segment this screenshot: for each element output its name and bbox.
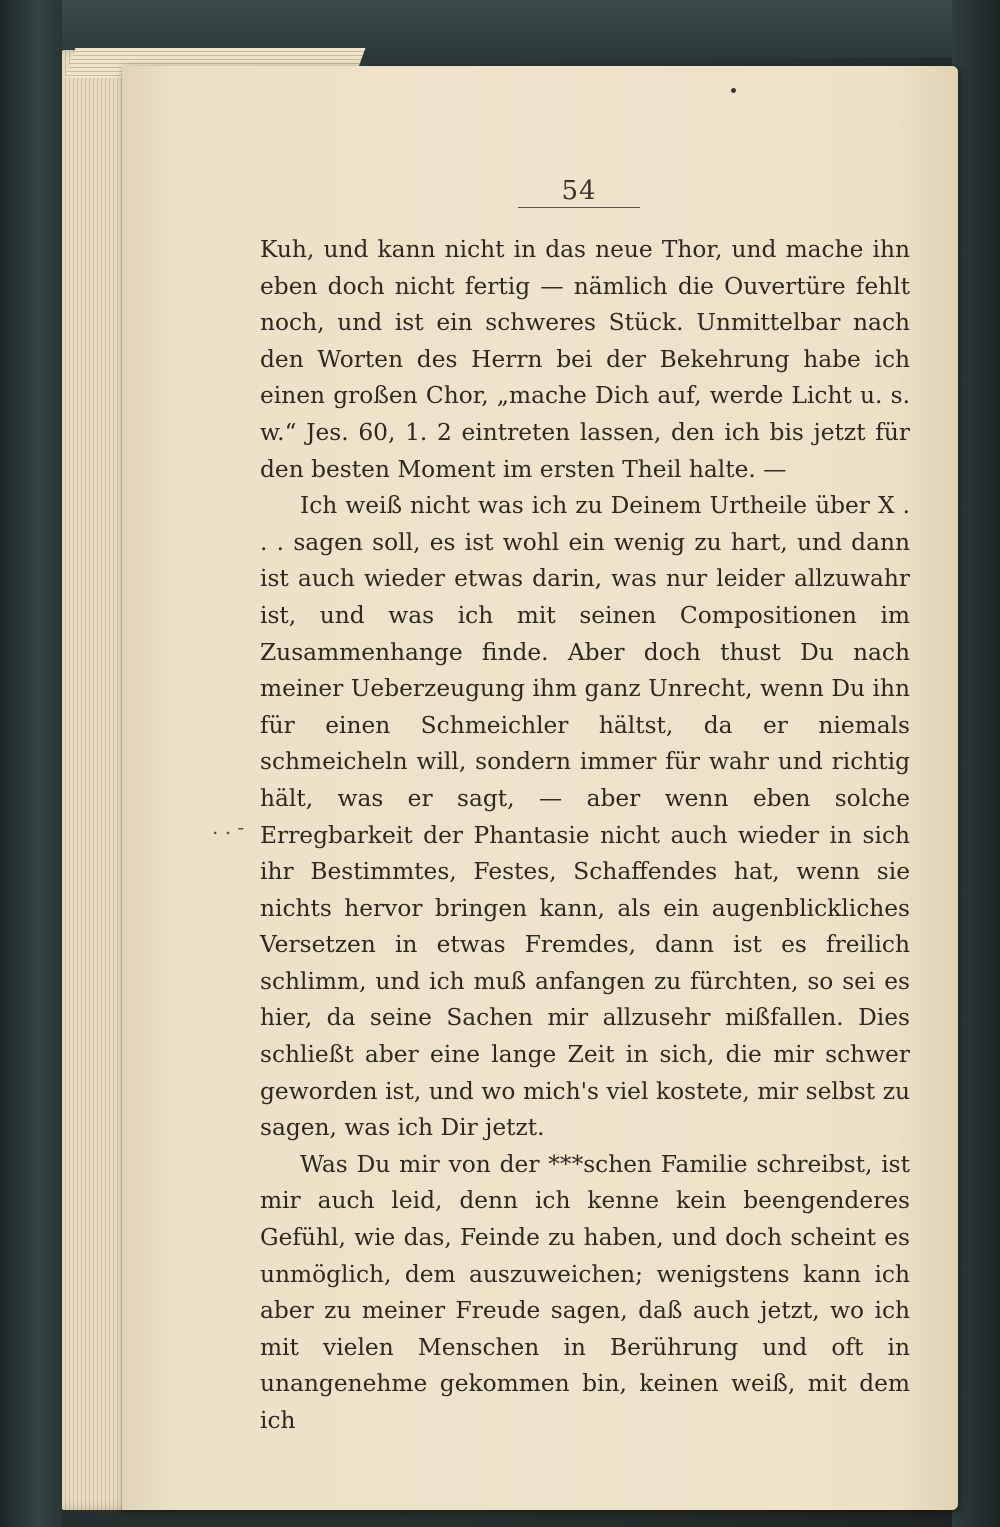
ink-speck — [731, 88, 736, 93]
body-text — [260, 232, 910, 1440]
book-cover-left-edge — [0, 0, 62, 1527]
paragraph-3: Was Du mir von der ***schen Familie schreibst, ist mir auch leid, denn ich kenne kein beengenderes Gefühl, wie das, Feinde zu haben, und doch scheint es unmöglich, dem auszuweichen; wenigstens kann ich aber zu meiner Freude sagen, daß auch jetzt, wo ich mit vielen Menschen in Berührung und oft in unangenehme gekommen bin, keinen weiß, mit dem ich — [260, 1150, 910, 1434]
margin-mark: . . - — [212, 815, 245, 839]
paragraph-1: Kuh, und kann nicht in das neue Thor, und mache ihn eben doch nicht fertig — nämlich die Ouvertüre fehlt noch, und ist ein schweres Stück. Unmittelbar nach den Worten des Herrn bei der Bekehrung habe ich einen großen Chor, „mache Dich auf, werde Licht u. s. w.“ Jes. 60, 1. 2 eintreten lassen, den ich bis jetzt für den besten Moment im ersten Theil halte. — — [260, 236, 910, 483]
page-number-rule — [518, 207, 640, 208]
paragraph-2: Ich weiß nicht was ich zu Deinem Urtheile über X . . . sagen soll, es ist wohl ein wenig zu hart, und dann ist auch wieder etwas darin, was nur leider allzuwahr ist, und was ich mit seinen Compositionen im Zusammenhange finde. Aber doch thust Du nach meiner Ueberzeugung ihm ganz Unrecht, wenn Du ihn für einen Schmeichler hältst, da er niemals schmeicheln will, sondern immer für wahr und richtig hält, was er sagt, — aber wenn eben solche Erregbarkeit der Phantasie nicht auch wieder in sich ihr Bestimmtes, Festes, Schaffendes hat, wenn sie nichts hervor bringen kann, als ein augenblickliches Versetzen in etwas Fremdes, dann ist es freilich schlimm, und ich muß anfangen zu fürchten, so sei es hier, da seine Sachen mir allzusehr mißfallen. Dies schließt aber eine lange Zeit in sich, die mir schwer geworden ist, und wo mich's viel kostete, mir selbst zu sagen, was ich Dir jetzt. — [260, 492, 910, 1142]
book-cover-right-edge — [952, 0, 1000, 1527]
page-number: 54 — [561, 176, 597, 206]
